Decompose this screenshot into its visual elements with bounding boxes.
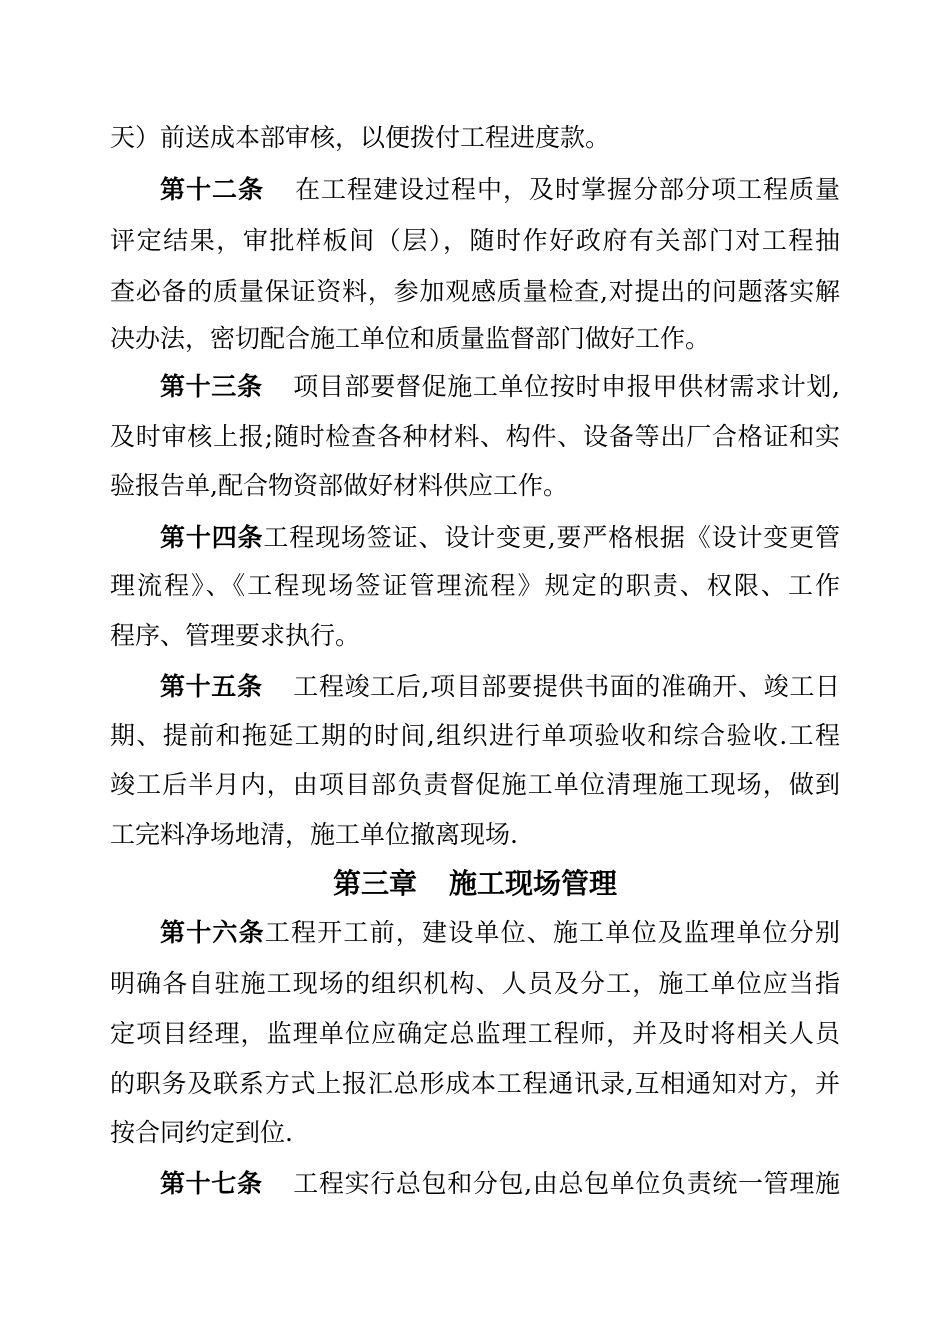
article-number: 第十七条 [160,1169,263,1198]
paragraph-line: 工完料净场地清，施工单位撤离现场. [110,820,518,849]
paragraph-line: 期、提前和拖延工期的时间,组织进行单项验收和综合验收.工程 [110,721,840,750]
article-first-line [160,174,840,206]
article-first-line [160,917,840,949]
paragraph-line: 决办法，密切配合施工单位和质量监督部门做好工作。 [110,324,711,353]
article-number: 第十五条 [160,672,263,701]
article-first-line [160,1168,840,1200]
paragraph-line: 的职务及联系方式上报汇总形成本工程通讯录,互相通知对方，并 [110,1069,840,1098]
article-number: 第十六条 [160,918,265,947]
article-number: 第十二条 [160,175,264,204]
article-number: 第十三条 [160,372,263,401]
paragraph-line: 验报告单,配合物资部做好材料供应工作。 [110,471,568,500]
article-text: 项目部要督促施工单位按时申报甲供材需求计划, [292,372,840,401]
article-number: 第十四条 [160,523,264,552]
article-first-line [160,671,840,703]
article-first-line [160,371,840,403]
paragraph-line: 评定结果，审批样板间（层），随时作好政府有关部门对工程抽 [110,226,840,255]
paragraph-line: 查必备的质量保证资料，参加观感质量检查,对提出的问题落实解 [110,277,840,306]
chapter-number: 第三章 [332,867,417,900]
article-text: 工程开工前，建设单位、施工单位及监理单位分别 [264,918,840,947]
paragraph-line: 按合同约定到位. [110,1118,293,1147]
paragraph-line: 程序、管理要求执行。 [110,621,361,650]
chapter-heading [0,866,950,902]
article-text: 工程竣工后,项目部要提供书面的准确开、竣工日 [292,672,840,701]
paragraph-line: 明确各自驻施工现场的组织机构、人员及分工，施工单位应当指 [110,969,840,998]
article-text: 工程实行总包和分包,由总包单位负责统一管理施 [292,1169,840,1198]
paragraph-line: 天）前送成本部审核，以便拨付工程进度款。 [110,123,611,152]
paragraph-line: 定项目经理，监理单位应确定总监理工程师，并及时将相关人员 [110,1019,840,1048]
article-first-line [160,522,840,554]
chapter-title: 施工现场管理 [449,867,618,900]
paragraph-line: 及时审核上报;随时检查各种材料、构件、设备等出厂合格证和实 [110,422,840,451]
paragraph-line: 理流程》、《工程现场签证管理流程》规定的职责、权限、工作 [110,571,840,600]
paragraph-line: 竣工后半月内，由项目部负责督促施工单位清理施工现场，做到 [110,770,840,799]
article-text: 工程现场签证、设计变更,要严格根据《设计变更管 [263,523,840,552]
article-text: 在工程建设过程中，及时掌握分部分项工程质量 [294,175,840,204]
